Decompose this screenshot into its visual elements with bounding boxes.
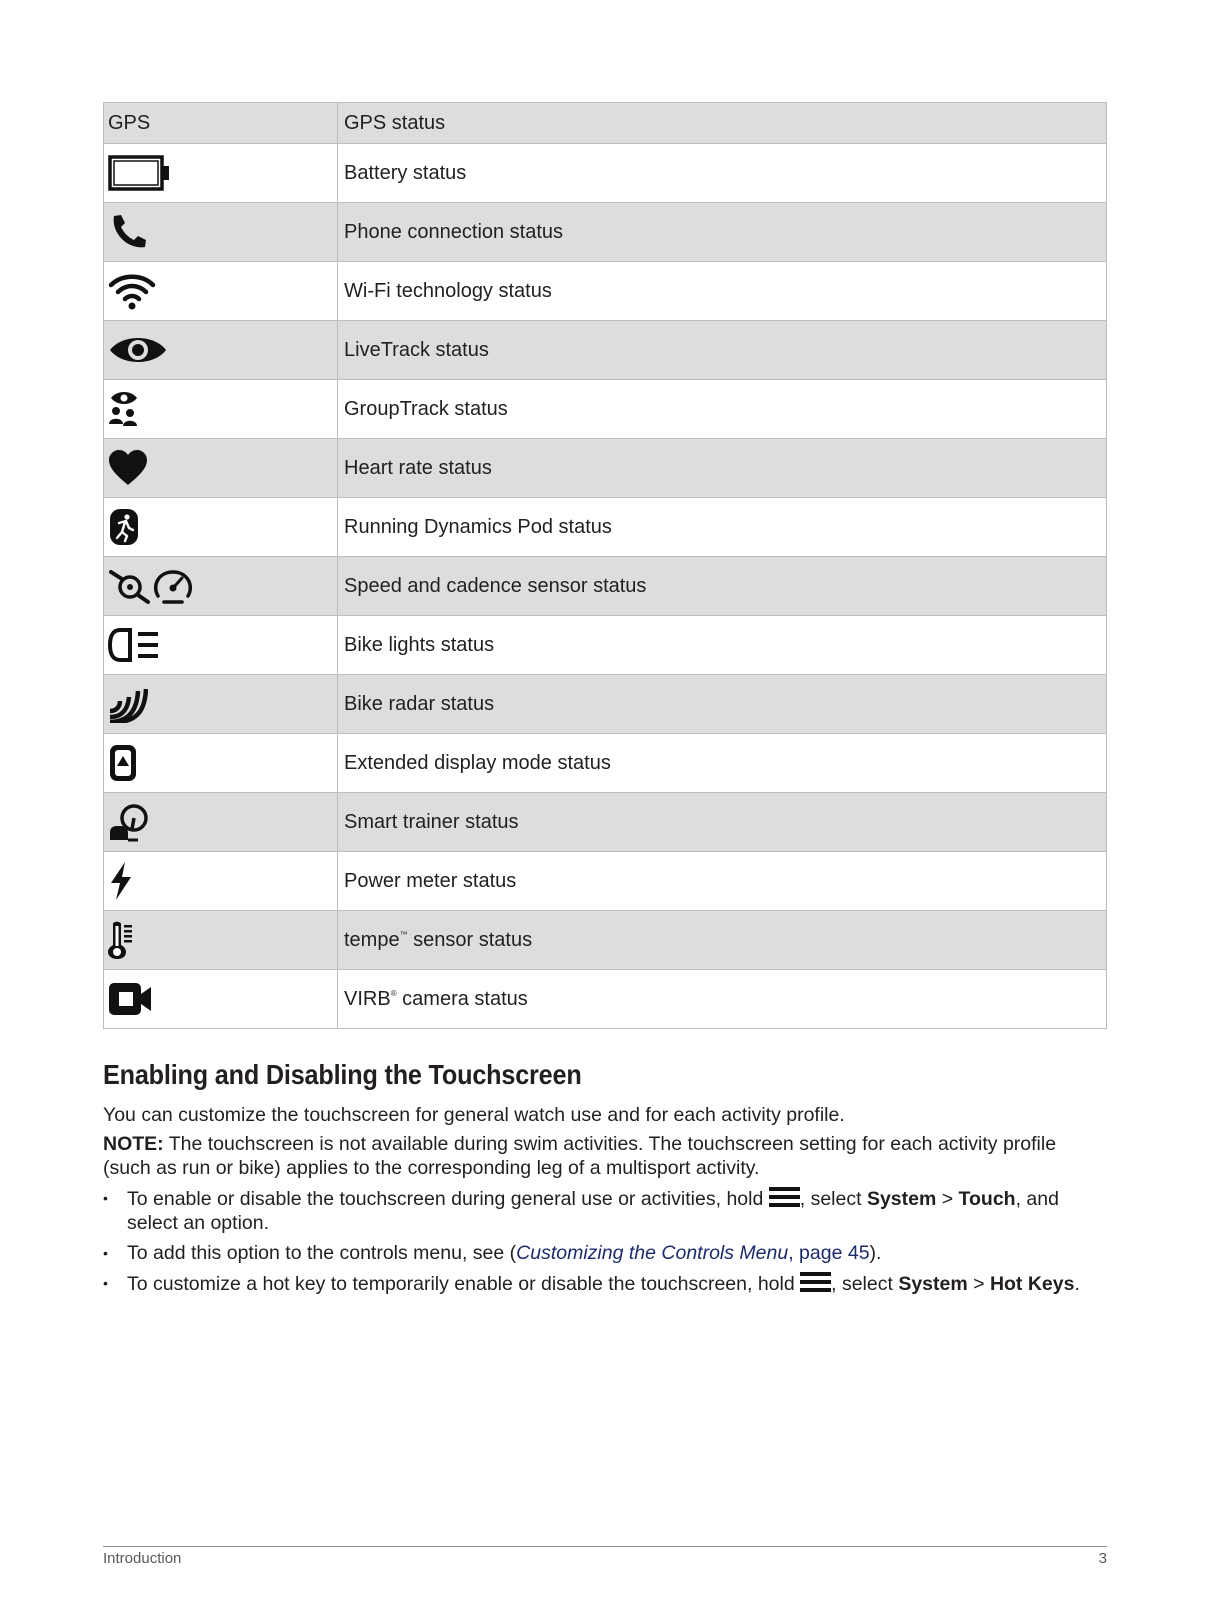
row-description: Speed and cadence sensor status — [338, 557, 1107, 616]
bullet-text: To add this option to the controls menu, see ( — [127, 1242, 517, 1264]
list-item — [103, 1186, 1107, 1235]
menu-icon — [800, 1271, 831, 1293]
menu-icon — [769, 1186, 800, 1208]
bullet-text: . — [1074, 1273, 1080, 1295]
bullet-text: , select — [831, 1273, 899, 1295]
row-description: LiveTrack status — [338, 321, 1107, 380]
page-reference-link[interactable]: page 45 — [799, 1242, 870, 1264]
bullet-text: , — [788, 1242, 800, 1264]
running-pod-icon — [108, 507, 140, 547]
eye-icon — [108, 332, 168, 368]
intro-paragraph: You can customize the touchscreen for general watch use and for each activity profile. — [103, 1104, 845, 1126]
row-description: Battery status — [338, 144, 1107, 203]
thermometer-icon — [108, 920, 134, 960]
power-meter-icon — [108, 861, 134, 901]
table-row — [104, 675, 1107, 734]
table-row — [104, 144, 1107, 203]
table-row — [104, 793, 1107, 852]
table-row — [104, 498, 1107, 557]
bullet-text: To enable or disable the touchscreen during general use or activities, hold — [127, 1188, 769, 1210]
video-camera-icon — [108, 980, 152, 1018]
row-description-text: camera status — [402, 988, 528, 1010]
menu-path-touch: Touch — [958, 1188, 1016, 1210]
table-row — [104, 616, 1107, 675]
bullet-text: , select — [799, 1188, 867, 1210]
bullet-char: • — [103, 1245, 108, 1261]
extended-display-icon — [108, 743, 138, 783]
row-description — [338, 970, 1107, 1029]
bullet-text: , and select an option. — [127, 1188, 1059, 1234]
row-description: Smart trainer status — [338, 793, 1107, 852]
row-description: Heart rate status — [338, 439, 1107, 498]
trademark-mark: ™ — [399, 930, 408, 939]
instruction-list — [103, 1186, 1107, 1302]
bullet-char: • — [103, 1275, 108, 1291]
list-item — [103, 1271, 1107, 1296]
note-paragraph — [103, 1132, 1107, 1180]
footer-divider — [103, 1546, 1107, 1547]
menu-path-separator: > — [936, 1188, 959, 1210]
status-icon-table — [103, 102, 1107, 1029]
bullet-text: ). — [869, 1242, 882, 1264]
section-title: Enabling and Disabling the Touchscreen — [103, 1059, 582, 1090]
bullet-text: To customize a hot key to temporarily enable or disable the touchscreen, hold — [127, 1273, 801, 1295]
registered-mark: ® — [390, 989, 397, 998]
row-description — [338, 911, 1107, 970]
row-description: Wi-Fi technology status — [338, 262, 1107, 321]
menu-path-system: System — [898, 1273, 968, 1295]
table-row — [104, 970, 1107, 1029]
table-row — [104, 321, 1107, 380]
row-description: Phone connection status — [338, 203, 1107, 262]
table-row — [104, 911, 1107, 970]
row-description: Bike lights status — [338, 616, 1107, 675]
table-row — [104, 380, 1107, 439]
table-header-row — [104, 103, 1107, 144]
row-description: Running Dynamics Pod status — [338, 498, 1107, 557]
smart-trainer-icon — [108, 802, 152, 842]
bike-radar-icon — [108, 685, 148, 723]
table-row — [104, 557, 1107, 616]
row-description: Power meter status — [338, 852, 1107, 911]
brand-name: tempe — [344, 929, 400, 951]
row-description-text: sensor status — [413, 929, 533, 951]
speed-cadence-icon — [108, 566, 198, 606]
row-description: GroupTrack status — [338, 380, 1107, 439]
group-track-icon — [108, 389, 140, 429]
table-row — [104, 734, 1107, 793]
list-item — [103, 1241, 1107, 1265]
heart-icon — [108, 449, 148, 487]
table-row — [104, 203, 1107, 262]
menu-path-hot-keys: Hot Keys — [989, 1273, 1075, 1295]
phone-icon — [108, 212, 148, 252]
table-row — [104, 262, 1107, 321]
footer-section-name: Introduction — [103, 1550, 182, 1567]
cross-reference-link[interactable]: Customizing the Controls Menu — [516, 1242, 789, 1264]
table-row — [104, 852, 1107, 911]
row-description: Bike radar status — [338, 675, 1107, 734]
battery-icon — [108, 155, 170, 191]
wifi-icon — [108, 271, 156, 311]
table-row — [104, 439, 1107, 498]
footer-page-number: 3 — [1098, 1550, 1107, 1567]
bike-light-icon — [108, 626, 162, 664]
header-description-cell: GPS status — [338, 103, 1107, 144]
brand-name: VIRB — [344, 988, 391, 1010]
header-icon-cell: GPS — [104, 103, 338, 144]
menu-path-separator: > — [967, 1273, 990, 1295]
row-description: Extended display mode status — [338, 734, 1107, 793]
menu-path-system: System — [866, 1188, 937, 1210]
note-label: NOTE: — [103, 1133, 164, 1155]
bullet-char: • — [103, 1190, 108, 1206]
note-text: The touchscreen is not available during swim activities. The touchscreen setting for each activity profile (such as run or bike) applies to the corresponding leg of a multisport activity. — [103, 1133, 1057, 1179]
